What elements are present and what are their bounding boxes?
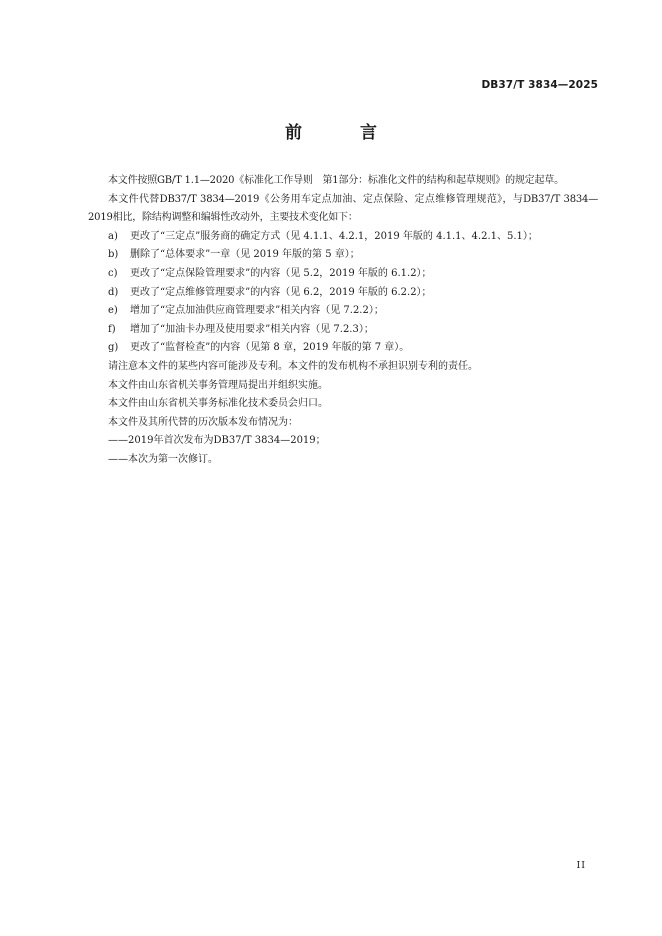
list-item-label: c) (108, 267, 118, 279)
list-item (88, 246, 598, 265)
list-item-label: e) (108, 305, 118, 317)
list-item-label: b) (108, 249, 119, 261)
history-item-first-release: ——2019年首次发布为DB37/T 3834—2019； (108, 435, 326, 447)
list-item-label: g) (108, 342, 119, 354)
paragraph-version-history: 本文件及其所代替的历次版本发布情况为： (108, 416, 298, 428)
list-item-text: 增加了“加油卡办理及使用要求”相关内容（见 7.2.3）； (130, 323, 374, 335)
list-item (88, 302, 598, 321)
list-item-text: 更改了“定点维修管理要求”的内容（见 6.2，2019 年版的 6.2.2）； (130, 286, 432, 298)
list-item-text: 删除了“总体要求”一章（见 2019 年版的第 5 章）； (130, 249, 360, 261)
paragraph-technical-committee: 本文件由山东省机关事务标准化技术委员会归口。 (108, 398, 328, 410)
list-item-text: 更改了“监督检查”的内容（见第 8 章，2019 年版的第 7 章）。 (130, 342, 410, 354)
list-item-label: a) (108, 230, 118, 242)
history-item-current-revision: ——本次为第一次修订。 (108, 453, 218, 465)
paragraph-patent-notice: 请注意本文件的某些内容可能涉及专利。本文件的发布机构不承担识别专利的责任。 (108, 360, 478, 372)
list-item (88, 339, 598, 358)
list-item (88, 228, 598, 247)
list-item (88, 265, 598, 284)
list-item-text: 增加了“定点加油供应商管理要求”相关内容（见 7.2.2）； (130, 305, 384, 317)
page-title: 前 言 (285, 123, 403, 143)
list-item-label: d) (108, 286, 119, 298)
list-item-text: 更改了“三定点”服务商的确定方式（见 4.1.1、4.2.1，2019 年版的 4.1.1、4.2.1、5.1）； (130, 230, 538, 242)
list-item (88, 284, 598, 303)
list-item-text: 更改了“定点保险管理要求”的内容（见 5.2，2019 年版的 6.1.2）； (130, 267, 432, 279)
list-item-label: f) (108, 323, 116, 335)
foreword-body (88, 172, 598, 470)
list-item (88, 321, 598, 340)
paragraph-drafting-basis: 本文件按照GB/T 1.1—2020《标准化工作导则 第1部分：标准化文件的结构和起草规则》的规定起草。 (108, 175, 564, 186)
standard-code: DB37/T 3834—2025 (481, 79, 598, 91)
paragraph-proposer: 本文件由山东省机关事务管理局提出并组织实施。 (108, 379, 328, 391)
page-number: II (576, 860, 586, 871)
changes-list (88, 228, 598, 358)
paragraph-replacement: 本文件代替DB37/T 3834—2019《公务用车定点加油、定点保险、定点维修管理规范》，与DB37/T 3834—2019相比，除结构调整和编辑性改动外，主要技术变化如下： (88, 193, 598, 224)
